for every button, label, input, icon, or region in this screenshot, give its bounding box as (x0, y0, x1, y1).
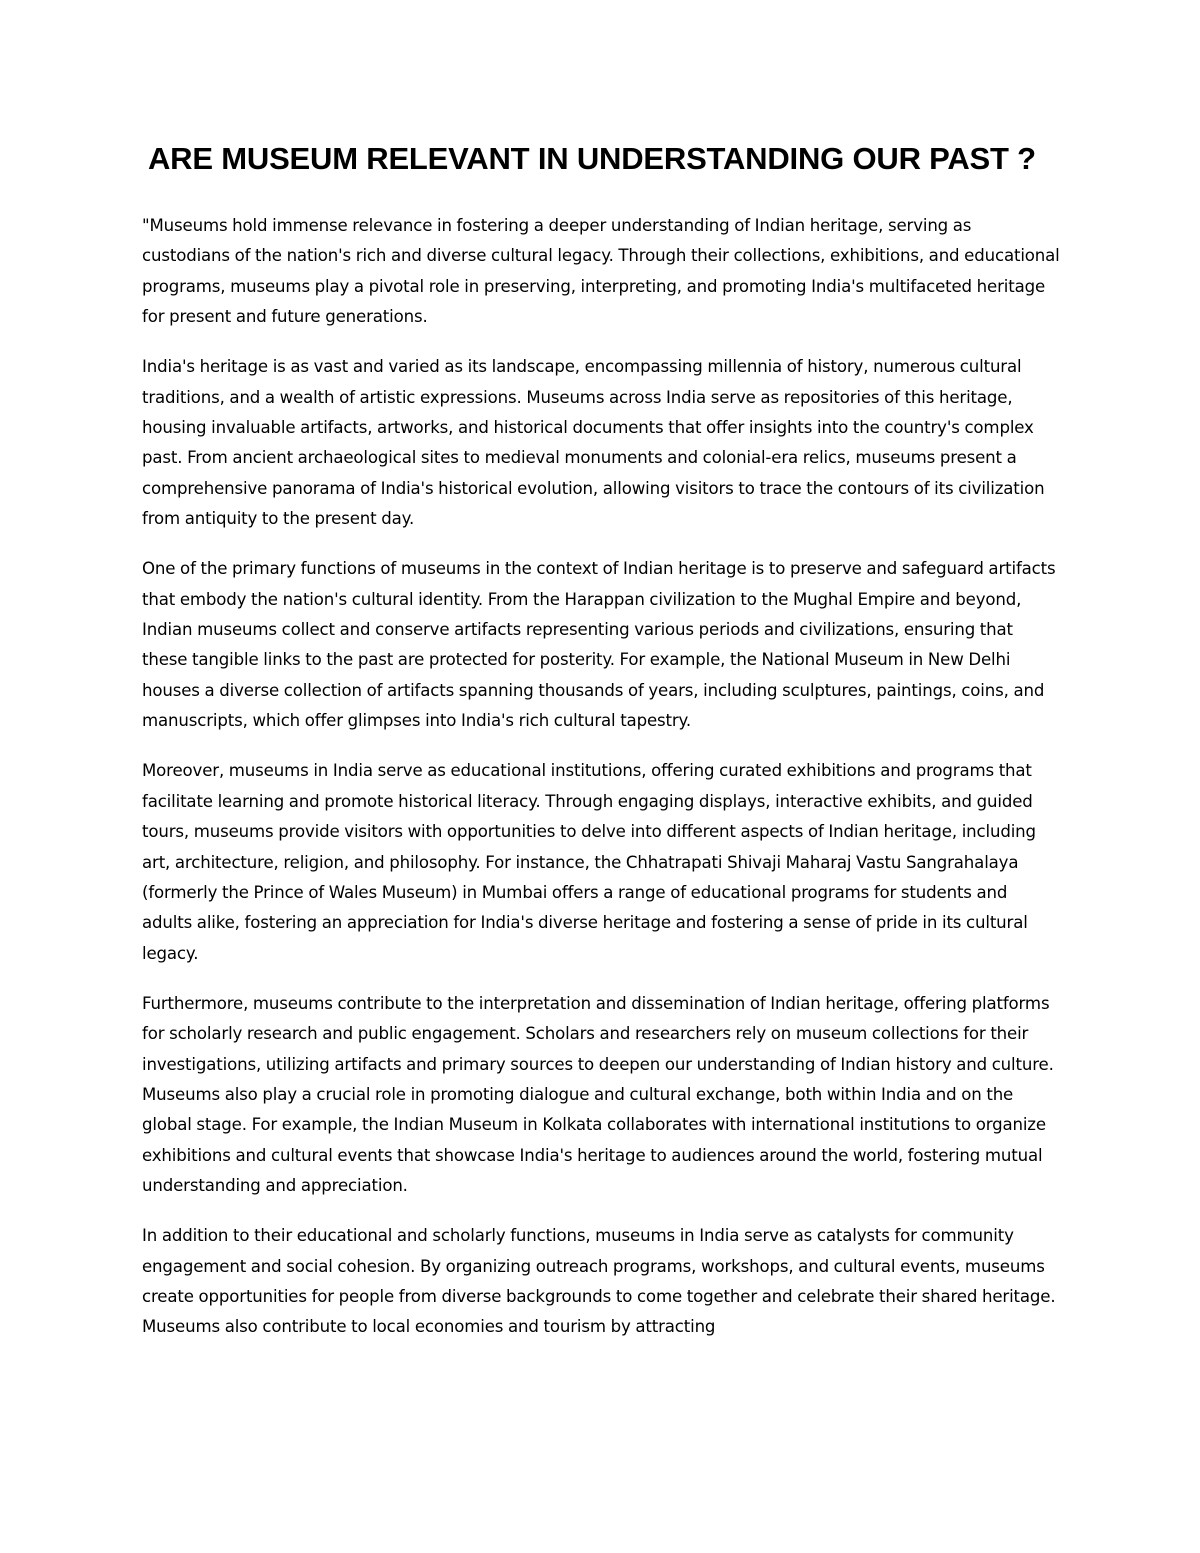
paragraph-education: Moreover, museums in India serve as educational institutions, offering curated exhibitions and programs that facilitate learning and promote historical literacy. Through engaging displays, interactive exhibits, and guided tours, museums provide visitors with opportunities to delve into different aspects of Indian heritage, including art, architecture, religion, and philosophy. For instance, the Chhatrapati Shivaji Maharaj Vastu Sangrahalaya (formerly the Prince of Wales Museum) in Mumbai offers a range of educational programs for students and adults alike, fostering an appreciation for India's diverse heritage and fostering a sense of pride in its cultural legacy. (142, 761, 1036, 963)
paragraph-heritage: India's heritage is as vast and varied as its landscape, encompassing millennia of history, numerous cultural traditions, and a wealth of artistic expressions. Museums across India serve as repositories of this heritage, housing invaluable artifacts, artworks, and historical documents that offer insights into the country's complex past. From ancient archaeological sites to medieval monuments and colonial-era relics, museums present a comprehensive panorama of India's historical evolution, allowing visitors to trace the contours of its civilization from antiquity to the present day. (142, 357, 1045, 529)
document-body (142, 138, 1062, 1362)
paragraph-community: In addition to their educational and scholarly functions, museums in India serve as catalysts for community engagement and social cohesion. By organizing outreach programs, workshops, and cultural events, museums create opportunities for people from diverse backgrounds to come together and celebrate their shared heritage. Museums also contribute to local economies and tourism by attracting (142, 1226, 1056, 1337)
paragraph-preservation: One of the primary functions of museums in the context of Indian heritage is to preserve and safeguard artifacts that embody the nation's cultural identity. From the Harappan civilization to the Mughal Empire and beyond, Indian museums collect and conserve artifacts representing various periods and civilizations, ensuring that these tangible links to the past are protected for posterity. For example, the National Museum in New Delhi houses a diverse collection of artifacts spanning thousands of years, including sculptures, paintings, coins, and manuscripts, which offer glimpses into India's rich cultural tapestry. (142, 559, 1056, 731)
paragraph-intro: "Museums hold immense relevance in fostering a deeper understanding of Indian heritage, serving as custodians of the nation's rich and diverse cultural legacy. Through their collections, exhibitions, and educational programs, museums play a pivotal role in preserving, interpreting, and promoting India's multifaceted heritage for present and future generations. (142, 216, 1060, 327)
document-title: ARE MUSEUM RELEVANT IN UNDERSTANDING OUR PAST ? (148, 141, 1036, 176)
paragraph-interpretation: Furthermore, museums contribute to the interpretation and dissemination of Indian heritage, offering platforms for scholarly research and public engagement. Scholars and researchers rely on museum collections for their investigations, utilizing artifacts and primary sources to deepen our understanding of Indian history and culture. Museums also play a crucial role in promoting dialogue and cultural exchange, both within India and on the global stage. For example, the Indian Museum in Kolkata collaborates with international institutions to organize exhibitions and cultural events that showcase India's heritage to audiences around the world, fostering mutual understanding and appreciation. (142, 993, 1054, 1196)
